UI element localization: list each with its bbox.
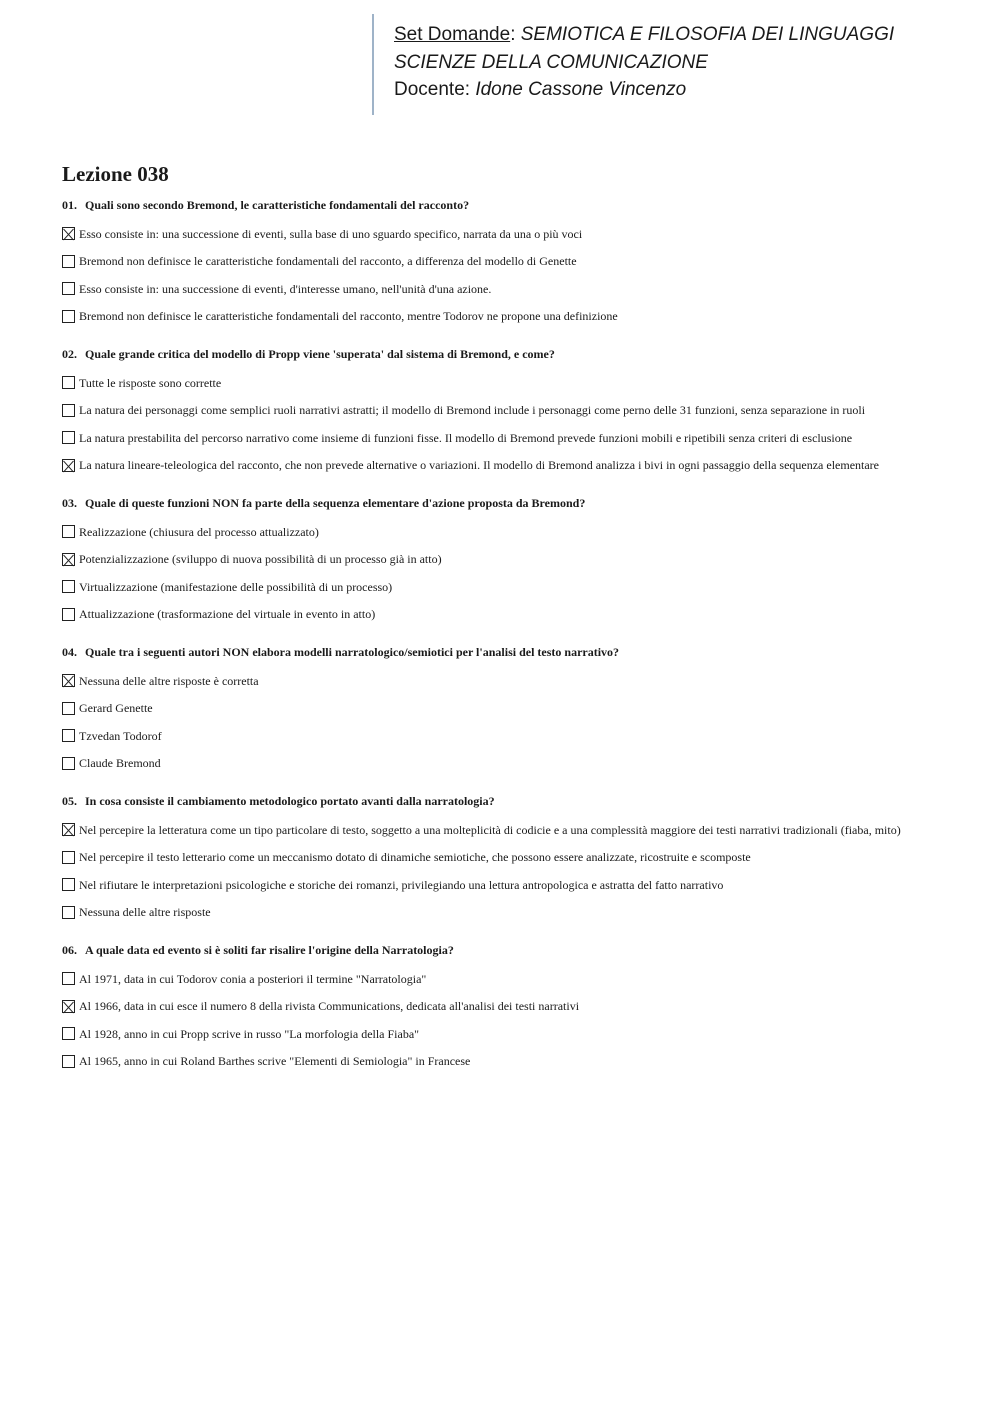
answer-option[interactable] [62,573,962,601]
answer-option[interactable] [62,369,962,397]
question-text: In cosa consiste il cambiamento metodologico portato avanti dalla narratologia? [85,794,495,808]
question-block [62,196,962,330]
question-text: A quale data ed evento si è soliti far risalire l'origine della Narratologia? [85,943,454,957]
answer-option-text: Esso consiste in: una successione di eventi, sulla base di uno sguardo specifico, narrata da una o più voci [79,226,583,241]
checkbox[interactable] [62,1055,75,1068]
teacher-name: Idone Cassone Vincenzo [475,79,687,100]
answer-option[interactable] [62,1020,962,1048]
answer-option[interactable] [62,220,962,248]
answer-option-text: Gerard Genette [79,701,153,716]
answer-option-text: Attualizzazione (trasformazione del virtuale in evento in atto) [79,607,376,622]
checkbox[interactable] [62,878,75,891]
answer-option[interactable] [62,303,962,331]
answer-option[interactable] [62,722,962,750]
checked-checkbox[interactable] [62,227,75,240]
answer-option[interactable] [62,424,962,452]
answer-option[interactable] [62,248,962,276]
answer-option-text: La natura prestabilita del percorso narrativo come insieme di funzioni fisse. Il modello di Bremond prevede funzioni mobili e ripetibili senza criteri di esclusione [79,430,853,445]
checkbox[interactable] [62,972,75,985]
question-number: 01. [62,198,77,212]
answer-option[interactable] [62,1048,962,1076]
answer-option-text: Bremond non definisce le caratteristiche fondamentali del racconto, mentre Todorov ne propone una definizione [79,309,618,324]
set-label: Set Domande [394,24,511,45]
course-title-line1 [394,21,972,49]
checkbox[interactable] [62,608,75,621]
question-block [62,494,962,628]
teacher-line [394,76,972,104]
question-number: 02. [62,347,77,361]
answer-option-text: Nel percepire il testo letterario come un meccanismo dotato di dinamiche semiotiche, che possono essere analizzate, ricostruite e scomposte [79,850,751,865]
checkbox[interactable] [62,255,75,268]
checkbox[interactable] [62,729,75,742]
answer-option-text: Claude Bremond [79,756,161,771]
answer-option[interactable] [62,993,962,1021]
answer-option[interactable] [62,899,962,927]
checkbox[interactable] [62,757,75,770]
checked-checkbox[interactable] [62,674,75,687]
question-text: Quale grande critica del modello di Propp viene 'superata' dal sistema di Bremond, e come? [85,347,555,361]
answer-option[interactable] [62,965,962,993]
set-colon: : [510,24,521,45]
question-text: Quale di queste funzioni NON fa parte della sequenza elementare d'azione proposta da Bremond? [85,496,586,510]
checked-checkbox[interactable] [62,1000,75,1013]
checked-checkbox[interactable] [62,553,75,566]
checkbox[interactable] [62,431,75,444]
question-block [62,345,962,479]
checkbox[interactable] [62,525,75,538]
answer-option-text: Nel rifiutare le interpretazioni psicologiche e storiche dei romanzi, privilegiando una lettura antropologica e astratta del fatto narrativo [79,877,724,892]
answer-option-text: Potenzializzazione (sviluppo di nuova possibilità di un processo già in atto) [79,552,442,567]
question-title [62,196,962,214]
checked-checkbox[interactable] [62,459,75,472]
question-block [62,792,962,926]
question-number: 03. [62,496,77,510]
answer-option[interactable] [62,601,962,629]
question-list [62,196,962,1090]
answer-option-text: Esso consiste in: una successione di eventi, d'interesse umano, nell'unità d'una azione. [79,281,492,296]
checkbox[interactable] [62,702,75,715]
answer-option[interactable] [62,546,962,574]
checkbox[interactable] [62,580,75,593]
course-name-line1: SEMIOTICA E FILOSOFIA DEI LINGUAGGI [520,24,895,45]
answer-option[interactable] [62,695,962,723]
checkbox[interactable] [62,310,75,323]
answer-option[interactable] [62,397,962,425]
question-title [62,494,962,512]
course-header [372,14,972,115]
question-number: 04. [62,645,77,659]
question-number: 06. [62,943,77,957]
answer-option-text: Bremond non definisce le caratteristiche fondamentali del racconto, a differenza del modello di Genette [79,254,577,269]
answer-option-text: Tutte le risposte sono corrette [79,375,222,390]
answer-option-text: Al 1965, anno in cui Roland Barthes scrive "Elementi di Semiologia" in Francese [79,1054,471,1069]
answer-option-text: Realizzazione (chiusura del processo attualizzato) [79,524,319,539]
answer-option[interactable] [62,452,962,480]
checkbox[interactable] [62,851,75,864]
answer-option-text: Al 1928, anno in cui Propp scrive in russo "La morfologia della Fiaba" [79,1026,420,1041]
question-text: Quali sono secondo Bremond, le caratteristiche fondamentali del racconto? [85,198,470,212]
answer-option-text: Al 1966, data in cui esce il numero 8 della rivista Communications, dedicata all'analisi dei testi narrativi [79,999,580,1014]
answer-option[interactable] [62,871,962,899]
question-title [62,345,962,363]
answer-option[interactable] [62,275,962,303]
teacher-label: Docente: [394,79,476,100]
answer-option-text: Nessuna delle altre risposte è corretta [79,673,259,688]
answer-option[interactable] [62,518,962,546]
checkbox[interactable] [62,404,75,417]
checkbox[interactable] [62,282,75,295]
checkbox[interactable] [62,376,75,389]
answer-option[interactable] [62,816,962,844]
answer-option-text: Nel percepire la letteratura come un tipo particolare di testo, soggetto a una molteplicità di codicie e a una complessità maggiore dei testi narrativi tradizionali (fiaba, mito) [79,822,901,837]
lesson-title: Lezione 038 [62,162,169,186]
answer-option[interactable] [62,844,962,872]
answer-option-text: Tzvedan Todorof [79,728,162,743]
answer-option[interactable] [62,667,962,695]
checked-checkbox[interactable] [62,823,75,836]
answer-option-text: La natura dei personaggi come semplici ruoli narrativi astratti; il modello di Bremond include i personaggi come perno delle 31 funzioni, senza separazione in ruoli [79,403,866,418]
answer-option-text: Virtualizzazione (manifestazione delle possibilità di un processo) [79,579,393,594]
question-title [62,643,962,661]
checkbox[interactable] [62,906,75,919]
question-title [62,792,962,810]
answer-option-text: La natura lineare-teleologica del racconto, che non prevede alternative o variazioni. Il modello di Bremond analizza i bivi in ogni passaggio della sequenza elementare [79,458,879,473]
question-title [62,941,962,959]
checkbox[interactable] [62,1027,75,1040]
answer-option[interactable] [62,750,962,778]
question-block [62,941,962,1075]
question-number: 05. [62,794,77,808]
question-block [62,643,962,777]
answer-option-text: Al 1971, data in cui Todorov conia a posteriori il termine "Narratologia" [79,971,427,986]
answer-option-text: Nessuna delle altre risposte [79,905,211,920]
question-text: Quale tra i seguenti autori NON elabora modelli narratologico/semiotici per l'analisi del testo narrativo? [85,645,620,659]
course-name-line2: SCIENZE DELLA COMUNICAZIONE [394,51,708,73]
